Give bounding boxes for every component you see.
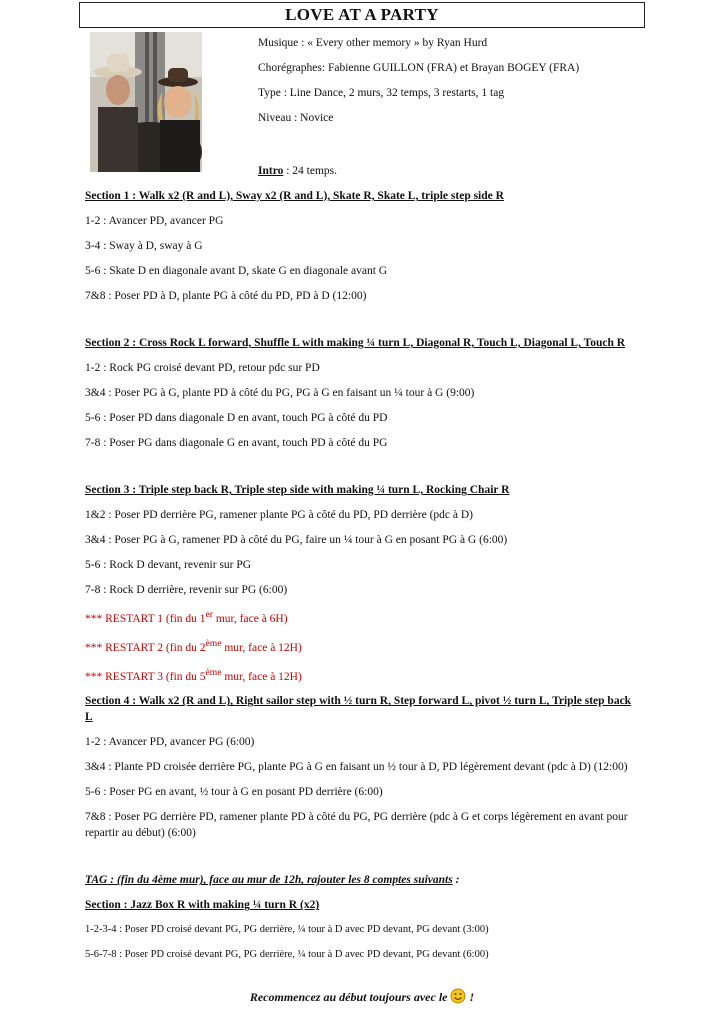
tag-text: : (fin du 4ème mur), face au mur de 12h, rajouter les 8 comptes suivants bbox=[107, 874, 453, 887]
step-sheet bbox=[85, 188, 640, 972]
section-3-step: 7-8 : Rock D derrière, revenir sur PG (6:00) bbox=[85, 584, 288, 596]
section-1-step: 5-6 : Skate D en diagonale avant D, skate G en diagonale avant G bbox=[85, 265, 388, 277]
choreographers-photo bbox=[90, 32, 202, 172]
intro-text: : 24 temps. bbox=[283, 165, 338, 177]
section-2-title: Section 2 : Cross Rock L forward, Shuffle L with making ¼ turn L, Diagonal R, Touch L, Diagonal L, Touch R bbox=[85, 337, 626, 349]
tag-section-title: Section : Jazz Box R with making ¼ turn R (x2) bbox=[85, 899, 320, 912]
section-1-step: 3-4 : Sway à D, sway à G bbox=[85, 240, 203, 252]
section-3-title: Section 3 : Triple step back R, Triple step side with making ¼ turn L, Rocking Chair R bbox=[85, 484, 510, 496]
smiley-icon bbox=[450, 988, 466, 1008]
section-2-step: 3&4 : Poser PG à G, plante PD à côté du PG, PG à G en faisant un ¼ tour à G (9:00) bbox=[85, 387, 475, 399]
level-line: Niveau : Novice bbox=[258, 112, 334, 124]
footer-note bbox=[0, 988, 724, 1008]
footer-end: ! bbox=[466, 990, 475, 1004]
section-4-step: 3&4 : Plante PD croisée derrière PG, plante PG à G en faisant un ½ tour à D, PD légèrement devant (pdc à D) (12:00) bbox=[85, 761, 628, 774]
section-3-step: 3&4 : Poser PG à G, ramener PD à côté du PG, faire un ¼ tour à G en posant PG à G (6:00) bbox=[85, 534, 508, 546]
section-1-title: Section 1 : Walk x2 (R and L), Sway x2 (R and L), Skate R, Skate L, triple step side R bbox=[85, 190, 504, 202]
section-2-step: 5-6 : Poser PD dans diagonale D en avant, touch PG à côté du PD bbox=[85, 412, 388, 424]
restart-note: *** RESTART 1 (fin du 1er mur, face à 6H) bbox=[85, 609, 288, 625]
choreographers-line: Chorégraphes: Fabienne GUILLON (FRA) et Brayan BOGEY (FRA) bbox=[258, 62, 580, 74]
tag-label: TAG bbox=[85, 874, 108, 887]
footer-text: Recommencez au début toujours avec le bbox=[249, 990, 451, 1004]
section-4-title: Section 4 : Walk x2 (R and L), Right sailor step with ½ turn R, Step forward L, pivot ½ turn L, Triple step back L bbox=[85, 695, 632, 724]
dance-info bbox=[258, 37, 579, 137]
section-4-step: 7&8 : Poser PG derrière PD, ramener plante PD à côté du PG, PG derrière (pdc à G et corps légèrement en avant pour repartir au début) (6:00) bbox=[85, 811, 628, 840]
section-1-step: 7&8 : Poser PD à D, plante PG à côté du PD, PD à D (12:00) bbox=[85, 290, 367, 302]
tag-step: 1-2-3-4 : Poser PD croisé devant PG, PG derrière, ¼ tour à D avec PD devant, PG devant (3:00) bbox=[85, 924, 489, 936]
tag-step: 5-6-7-8 : Poser PD croisé devant PG, PG derrière, ¼ tour à D avec PD devant, PG devant (6:00) bbox=[85, 949, 489, 961]
page-title: LOVE AT A PARTY bbox=[79, 2, 645, 28]
intro-label: Intro bbox=[258, 165, 284, 177]
restart-note: *** RESTART 3 (fin du 5ème mur, face à 12H) bbox=[85, 666, 302, 683]
section-2-step: 7-8 : Poser PG dans diagonale G en avant, touch PD à côté du PG bbox=[85, 437, 388, 449]
type-line: Type : Line Dance, 2 murs, 32 temps, 3 restarts, 1 tag bbox=[258, 87, 505, 99]
section-4-step: 5-6 : Poser PG en avant, ½ tour à G en posant PD derrière (6:00) bbox=[85, 786, 383, 799]
section-1-step: 1-2 : Avancer PD, avancer PG bbox=[85, 215, 224, 227]
restart-note: *** RESTART 2 (fin du 2ème mur, face à 12H) bbox=[85, 637, 302, 654]
section-3-step: 5-6 : Rock D devant, revenir sur PG bbox=[85, 559, 252, 571]
section-3-step: 1&2 : Poser PD derrière PG, ramener plante PG à côté du PD, PD derrière (pdc à D) bbox=[85, 509, 474, 521]
music-line: Musique : « Every other memory » by Ryan Hurd bbox=[258, 37, 488, 49]
section-2-step: 1-2 : Rock PG croisé devant PD, retour pdc sur PD bbox=[85, 362, 320, 374]
intro-line bbox=[258, 165, 337, 177]
tag-heading: TAG : (fin du 4ème mur), face au mur de 12h, rajouter les 8 comptes suivants : bbox=[85, 874, 460, 887]
section-4-step: 1-2 : Avancer PD, avancer PG (6:00) bbox=[85, 736, 255, 749]
